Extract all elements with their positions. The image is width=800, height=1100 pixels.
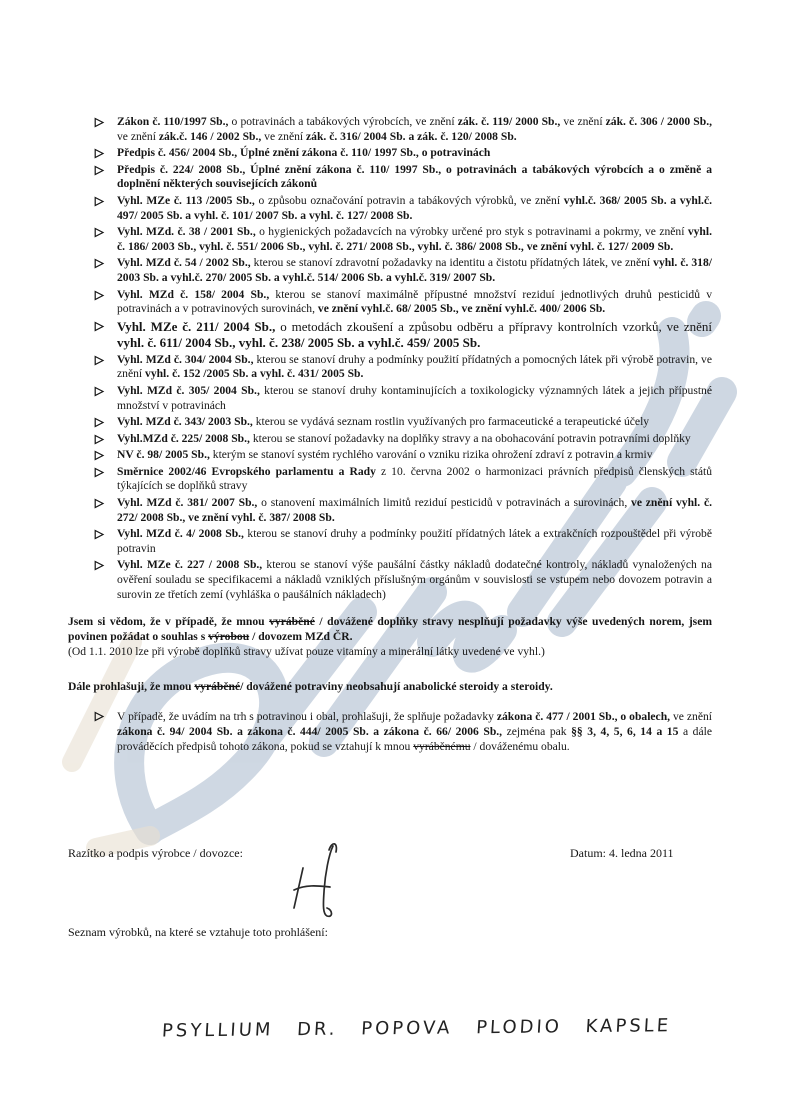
regulation-item-text: Předpis č. 456/ 2004 Sb., Úplné znění zákona č. 110/ 1997 Sb., o potravinách xyxy=(117,146,491,160)
signature-scribble xyxy=(288,838,350,924)
regulation-item-text: Vyhl. MZd č. 304/ 2004 Sb., kterou se stanoví druhy a podmínky použití přídatných a pomocných látek při výrobě potravin, ve znění vyhl. č. 152 /2005 Sb. a vyhl. č. 431/ 2005 Sb. xyxy=(117,352,712,381)
handwritten-product-line: PSYLLIUM DR. POPOVA PLODIO KAPSLE xyxy=(161,1015,672,1042)
arrowhead-bullet-icon xyxy=(94,290,105,301)
regulation-item-text: Směrnice 2002/46 Evropského parlamentu a Rady z 10. června 2002 o harmonizaci právních předpisů členských států týkajících se doplňků stravy xyxy=(117,464,713,493)
regulation-item-text: Vyhl. MZd č. 54 / 2002 Sb., kterou se stanoví zdravotní požadavky na identitu a čistotu přídatných látek, ve znění vyhl. č. 318/ 2003 Sb. a vyhl.č. 270/ 2005 Sb. a vyhl.č. 514/ 2006 Sb. a vyhl.č. 319/ 2007 Sb. xyxy=(117,256,712,284)
regulation-item xyxy=(94,432,712,447)
regulation-item xyxy=(94,465,712,494)
date-label: Datum: 4. ledna 2011 xyxy=(570,846,674,860)
product-list-heading: Seznam výrobků, na které se vztahuje toto prohlášení: xyxy=(68,925,328,939)
regulation-item xyxy=(94,558,712,602)
arrowhead-bullet-icon xyxy=(94,258,105,269)
regulation-item xyxy=(94,194,712,223)
regulation-item xyxy=(94,163,712,192)
arrowhead-bullet-icon xyxy=(94,434,105,445)
arrowhead-bullet-icon xyxy=(94,227,105,238)
regulation-item-text: Vyhl. MZd č. 158/ 2004 Sb., kterou se stanoví maximálně přípustné množství reziduí jednotlivých druhů pesticidů v potravinách a v potravinových surovinách, ve znění vyhl.č. 68/ 2005 Sb., ve znění vyhl.č. 400/ 2006 Sb. xyxy=(117,287,712,316)
arrowhead-bullet-icon xyxy=(94,529,105,540)
regulation-item xyxy=(94,353,712,382)
arrowhead-bullet-icon xyxy=(94,321,105,332)
arrowhead-bullet-icon xyxy=(94,711,105,722)
regulation-item xyxy=(94,115,712,144)
arrowhead-bullet-icon xyxy=(94,386,105,397)
arrowhead-bullet-icon xyxy=(94,148,105,159)
regulation-item xyxy=(94,496,712,525)
regulation-item-text: Vyhl. MZd č. 381/ 2007 Sb., o stanovení maximálních limitů reziduí pesticidů v potravinách a surovinách, ve znění vyhl. č. 272/ 2008 Sb., ve znění vyhl. č. 387/ 2008 Sb. xyxy=(117,496,712,524)
regulation-item xyxy=(94,415,712,430)
arrowhead-bullet-icon xyxy=(94,117,105,128)
regulation-item-text: Vyhl. MZe č. 113 /2005 Sb., o způsobu označování potravin a tabákových výrobků, ve znění vyhl.č. 368/ 2005 Sb. a vyhl.č. 497/ 2005 Sb. a vyhl. č. 101/ 2007 Sb. a vyhl. č. 127/ 2008 Sb. xyxy=(117,193,712,222)
regulation-item-text: Vyhl. MZd č. 4/ 2008 Sb., kterou se stanoví druhy a podmínky použití přídatných látek a extrakčních rozpouštědel při výrobě potravin xyxy=(117,527,713,555)
regulation-item-text: Vyhl. MZe č. 227 / 2008 Sb., kterou se stanoví výše paušální částky nákladů dodatečné kontroly, nákladů vynaložených na ověření souladu se specifikacemi a nákladů vzniklých příslušným orgánům v souvislosti se vstupem nebo dovozem potravin a surovin ze třetích zemí (vyhláška o paušálních nákladech) xyxy=(117,558,712,601)
regulation-item-text: NV č. 98/ 2005 Sb., kterým se stanoví systém rychlého varování o vzniku rizika ohrožení zdraví z potravin a krmiv xyxy=(117,448,653,462)
regulation-item-text: Zákon č. 110/1997 Sb., o potravinách a tabákových výrobcích, ve znění zák. č. 119/ 2000 Sb., ve znění zák. č. 306 / 2000 Sb., ve znění zák.č. 146 / 2002 Sb., ve znění zák. č. 316/ 2004 Sb. a zák. č. 120/ 2008 Sb. xyxy=(117,115,712,143)
note-line: (Od 1.1. 2010 lze při výrobě doplňků stravy užívat pouze vitamíny a minerální látky uvedené ve vyhl.) xyxy=(68,644,545,658)
packaging-bullet: V případě, že uvádím na trh s potravinou i obal, prohlašuji, že splňuje požadavky zákona č. 477 / 2001 Sb., o obalech, ve znění zákona č. 94/ 2004 Sb. a zákona č. 444/ 2005 Sb. a zákona č. 66/ 2006 Sb., zejména pak §§ 3, 4, 5, 6, 14 a 15 a dále prováděcích předpisů tohoto zákona, pokud se vztahují k mnou vyráběnému / dováženému obalu. xyxy=(94,709,712,754)
arrowhead-bullet-icon xyxy=(94,467,105,478)
regulation-item xyxy=(94,527,712,556)
regulation-item xyxy=(94,448,712,463)
declaration-paragraph-2: Dále prohlašuji, že mnou vyráběné/ dovážené potraviny neobsahují anabolické steroidy a steroidy. xyxy=(68,679,553,693)
regulation-item-text: Vyhl.MZd č. 225/ 2008 Sb., kterou se stanoví požadavky na doplňky stravy a na obohacování potravin potravními doplňky xyxy=(117,431,691,445)
regulation-item-text: Předpis č. 224/ 2008 Sb., Úplné znění zákona č. 110/ 1997 Sb., o potravinách a tabákových výrobcích a o změně a doplnění některých souvisejících zákonů xyxy=(117,162,712,191)
declaration-paragraph-1: Jsem si vědom, že v případě, že mnou vyráběné / dovážené doplňky stravy nesplňují požadavky výše uvedených norem, jsem povinen požádat o souhlas s výrobou / dovozem MZd ČR. xyxy=(68,615,712,644)
arrowhead-bullet-icon xyxy=(94,450,105,461)
regulation-item xyxy=(94,288,712,317)
regulation-item xyxy=(94,256,712,285)
stamp-signature-label: Razítko a podpis výrobce / dovozce: xyxy=(68,846,243,860)
regulations-list xyxy=(94,115,712,602)
regulation-item xyxy=(94,319,712,351)
arrowhead-bullet-icon xyxy=(94,498,105,509)
regulation-item-text: Vyhl. MZd. č. 38 / 2001 Sb., o hygienických požadavcích na výrobky určené pro styk s potravinami a pokrmy, ve znění vyhl. č. 186/ 2003 Sb., vyhl. č. 551/ 2006 Sb., vyhl. č. 271/ 2008 Sb., vyhl. č. 386/ 2008 Sb., ve znění vyhl. č. 127/ 2009 Sb. xyxy=(117,225,712,253)
arrowhead-bullet-icon xyxy=(94,355,105,366)
arrowhead-bullet-icon xyxy=(94,560,105,571)
regulation-item xyxy=(94,225,712,254)
arrowhead-bullet-icon xyxy=(94,165,105,176)
arrowhead-bullet-icon xyxy=(94,417,105,428)
regulation-item xyxy=(94,384,712,413)
regulation-item xyxy=(94,146,712,161)
regulation-item-text: Vyhl. MZe č. 211/ 2004 Sb., o metodách zkoušení a způsobu odběru a přípravy kontrolních vzorků, ve znění vyhl. č. 611/ 2004 Sb., vyhl. č. 238/ 2005 Sb. a vyhl.č. 459/ 2005 Sb. xyxy=(117,318,713,350)
regulation-item-text: Vyhl. MZd č. 305/ 2004 Sb., kterou se stanoví druhy kontaminujících a toxikologicky významných látek a jejich přípustné množství v potravinách xyxy=(117,383,712,412)
arrowhead-bullet-icon xyxy=(94,196,105,207)
regulation-item-text: Vyhl. MZd č. 343/ 2003 Sb., kterou se vydává seznam rostlin využívaných pro farmaceutické a terapeutické účely xyxy=(117,415,650,429)
